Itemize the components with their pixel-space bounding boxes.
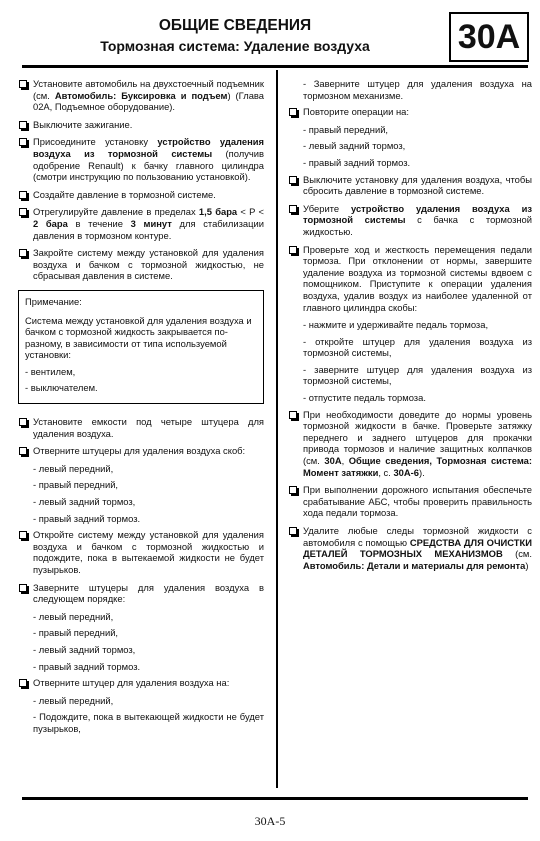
step-remove-device: Уберите устройство удаления воздуха из тормозной системы с бачка с тормозной жидкостью. — [288, 203, 532, 238]
step-connect-device: Присоедините установку устройство удаления воздуха из тормозной системы (получив одобрение Renault) к бачку главного цилиндра (смотри инструкцию по пользованию установкой). — [18, 136, 264, 182]
step-open-system: Откройте систему между установкой для удаления воздуха и бачком с тормозной жидкостью и подождите, пока в вытекаемой жидкости не будет пузырьков. — [18, 529, 264, 575]
list-item: - левый передний, — [33, 462, 114, 474]
step-close-system: Закройте систему между установкой для удаления воздуха и бачком с тормозной жидкостью, не сбрасывая давления в системе. — [18, 247, 264, 282]
list-item: - левый задний тормоз, — [33, 496, 136, 508]
list-item: - заверните штуцер для удаления воздуха из тормозной системы, — [303, 363, 532, 387]
list-item: - Заверните штуцер для удаления воздуха на тормозном механизме. — [303, 78, 532, 101]
step-install-containers: Установите емкости под четыре штуцера для удаления воздуха. — [18, 416, 264, 439]
step-repeat-operations: Повторите операции на: — [288, 106, 532, 118]
list-item: - отпустите педаль тормоза. — [303, 392, 426, 404]
step-adjust-pressure: Отрегулируйте давление в пределах 1,5 бара < P < 2 бара в течение 3 минут для стабилизации давления в тормозном контуре. — [18, 206, 264, 241]
step-tighten-bleeders: Заверните штуцеры для удаления воздуха в следующем порядке: — [18, 582, 264, 605]
list-item: - нажмите и удерживайте педаль тормоза, — [303, 319, 489, 331]
step-switch-off-device: Выключите установку для удаления воздуха, чтобы сбросить давление в тормозной системе. — [288, 174, 532, 197]
note-text: Система между установкой для удаления воздуха и бачком с тормозной жидкость закрывается по-разному, в зависимости от типа используемой установки: — [25, 314, 252, 361]
note-item: - вентилем, — [25, 365, 76, 377]
list-item: - правый задний тормоз. — [33, 512, 141, 524]
step-fluid-level: При необходимости доведите до нормы уровень тормозной жидкости в бачке. Проверьте затяжку переднего и заднего штуцеров для прокачки привода тормозов и наличие защитных колпачков (см. 30A, Общие сведения, Тормозная система: Момент затяжки, с. 30A-6). — [288, 409, 532, 479]
step-unscrew-bleeder: Отверните штуцер для удаления воздуха на: — [18, 677, 264, 689]
page-number: 30A-5 — [254, 814, 286, 828]
list-item: - левый задний тормоз, — [33, 643, 136, 655]
page-title: ОБЩИЕ СВЕДЕНИЯ — [158, 17, 312, 34]
page-subtitle: Тормозная система: Удаление воздуха — [100, 38, 370, 54]
list-item: - правый задний тормоз. — [33, 660, 141, 672]
note-box — [18, 290, 264, 404]
list-item: - правый передний, — [303, 123, 389, 135]
list-item: - правый передний, — [33, 479, 119, 491]
section-code-box: 30A — [449, 12, 529, 62]
step-road-test: При выполнении дорожного испытания обеспечьте срабатывание АБС, чтобы проверить правильность хода педали тормоза. — [288, 484, 532, 519]
list-item: - правый передний, — [33, 627, 119, 639]
list-item: - левый передний, — [33, 610, 114, 622]
bottom-rule — [22, 797, 528, 800]
note-title: Примечание: — [25, 295, 82, 307]
step-clean-fluid: Удалите любые следы тормозной жидкости с автомобиля с помощью СРЕДСТВА ДЛЯ ОЧИСТКИ ДЕТАЛЕЙ ТОРМОЗНЫХ МЕХАНИЗМОВ (см. Автомобиль: Детали и материалы для ремонта) — [288, 525, 532, 571]
left-column — [18, 78, 264, 740]
list-item: - правый задний тормоз. — [303, 156, 411, 168]
step-create-pressure: Создайте давление в тормозной системе. — [18, 189, 264, 201]
list-item: - Подождите, пока в вытекающей жидкости не будет пузырьков, — [33, 711, 264, 734]
list-item: - левый задний тормоз, — [303, 140, 406, 152]
step-lift-vehicle: Установите автомобиль на двухстоечный подъемник (см. Автомобиль: Буксировка и подъем) (Глава 02A, Подъемное оборудование). — [18, 78, 264, 113]
list-item: - откройте штуцер для удаления воздуха из тормозной системы, — [303, 335, 532, 359]
step-check-pedal: Проверьте ход и жесткость перемещения педали тормоза. При отклонении от нормы, завершите удаление воздуха из тормозной системы вдвоем с помощником. Приступите к операции удаления воздуха, удалив воздух из наиболее удаленной от главного цилиндра скобы: — [288, 244, 532, 314]
right-column — [288, 78, 532, 577]
column-divider — [276, 70, 278, 788]
list-item: - левый передний, — [33, 694, 114, 706]
top-rule — [22, 65, 528, 68]
step-ignition-off: Выключите зажигание. — [18, 119, 264, 131]
note-item: - выключателем. — [25, 382, 98, 394]
step-unscrew-bleeders: Отверните штуцеры для удаления воздуха скоб: — [18, 445, 264, 457]
